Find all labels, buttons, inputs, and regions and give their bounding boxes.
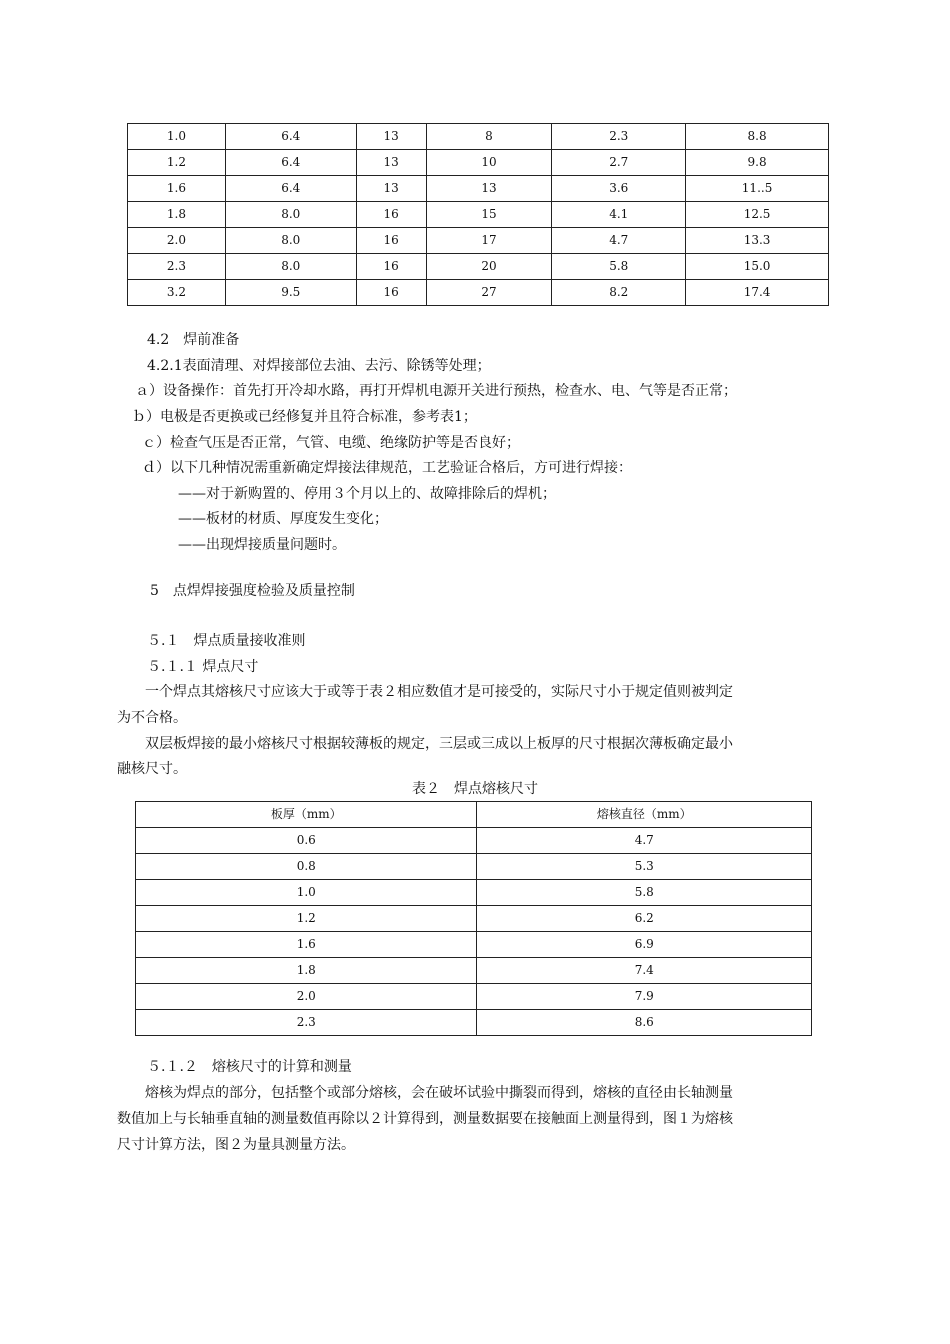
table-cell: 6.9 bbox=[477, 932, 812, 958]
table-cell: 1.2 bbox=[128, 150, 226, 176]
table-cell: 8.8 bbox=[686, 124, 829, 150]
table-cell: 16 bbox=[356, 202, 426, 228]
table-cell: 20 bbox=[426, 254, 552, 280]
table-cell: 4.7 bbox=[552, 228, 686, 254]
table-cell: 1.6 bbox=[136, 932, 477, 958]
list-item-b: ｂ）电极是否更换或已经修复并且符合标准，参考表1； bbox=[132, 409, 477, 425]
table-cell: 8 bbox=[426, 124, 552, 150]
table-cell: 6.4 bbox=[225, 124, 356, 150]
table-row bbox=[128, 202, 829, 228]
table-cell: 16 bbox=[356, 280, 426, 306]
table-cell: 27 bbox=[426, 280, 552, 306]
section-heading-5: 5 点焊焊接强度检验及质量控制 bbox=[150, 583, 355, 599]
table-cell: 5.8 bbox=[477, 880, 812, 906]
table-cell: 8.0 bbox=[225, 202, 356, 228]
section-heading-5-1: ５.１ 焊点质量接收准则 bbox=[147, 633, 306, 649]
electrode-spec-table bbox=[127, 123, 829, 306]
table-row bbox=[128, 124, 829, 150]
table-cell: 12.5 bbox=[686, 202, 829, 228]
table-cell: 7.4 bbox=[477, 958, 812, 984]
table-cell: 1.8 bbox=[128, 202, 226, 228]
table-cell: 1.6 bbox=[128, 176, 226, 202]
table-cell: 6.2 bbox=[477, 906, 812, 932]
table-row bbox=[136, 906, 812, 932]
table-cell: 1.2 bbox=[136, 906, 477, 932]
table-cell: 13.3 bbox=[686, 228, 829, 254]
dash-item-2: ——板材的材质、厚度发生变化； bbox=[178, 511, 388, 527]
table-header-row bbox=[136, 802, 812, 828]
list-item-d: ｄ）以下几种情况需重新确定焊接法律规范，工艺验证合格后，方可进行焊接： bbox=[142, 460, 632, 476]
table-row bbox=[128, 228, 829, 254]
table-row bbox=[136, 984, 812, 1010]
table-cell: 16 bbox=[356, 228, 426, 254]
table-cell: 15 bbox=[426, 202, 552, 228]
table-cell: 2.3 bbox=[128, 254, 226, 280]
table-cell: 1.0 bbox=[128, 124, 226, 150]
list-item-a: ａ）设备操作：首先打开冷却水路，再打开焊机电源开关进行预热，检查水、电、气等是否正常； bbox=[135, 383, 737, 399]
table-cell: 17.4 bbox=[686, 280, 829, 306]
table-cell: 13 bbox=[426, 176, 552, 202]
table-row bbox=[128, 254, 829, 280]
table-row bbox=[136, 828, 812, 854]
table-cell: 3.2 bbox=[128, 280, 226, 306]
table-cell: 4.7 bbox=[477, 828, 812, 854]
table-cell: 17 bbox=[426, 228, 552, 254]
paragraph-3-line-2: 数值加上与长轴垂直轴的测量数值再除以２计算得到，测量数据要在接触面上测量得到，图１为熔核 bbox=[117, 1111, 733, 1127]
table-cell: 2.3 bbox=[552, 124, 686, 150]
table-row bbox=[136, 1010, 812, 1036]
table-cell: 8.0 bbox=[225, 254, 356, 280]
table-cell: 3.6 bbox=[552, 176, 686, 202]
nugget-size-table bbox=[135, 801, 812, 1036]
table-cell: 13 bbox=[356, 150, 426, 176]
subsection-5-1-2: ５.１.２ 熔核尺寸的计算和测量 bbox=[147, 1059, 352, 1075]
table-cell: 7.9 bbox=[477, 984, 812, 1010]
dash-item-3: ——出现焊接质量问题时。 bbox=[178, 537, 346, 553]
column-header-nugget-diameter: 熔核直径（mm） bbox=[477, 802, 812, 828]
table-row bbox=[136, 958, 812, 984]
table-row bbox=[128, 176, 829, 202]
paragraph-1-line-1: 一个焊点其熔核尺寸应该大于或等于表２相应数值才是可接受的，实际尺寸小于规定值则被判定 bbox=[145, 684, 733, 700]
table-cell: 2.7 bbox=[552, 150, 686, 176]
table-cell: 2.3 bbox=[136, 1010, 477, 1036]
table-cell: 0.8 bbox=[136, 854, 477, 880]
table-cell: 6.4 bbox=[225, 150, 356, 176]
table-cell: 4.1 bbox=[552, 202, 686, 228]
table-cell: 8.6 bbox=[477, 1010, 812, 1036]
table-cell: 5.8 bbox=[552, 254, 686, 280]
paragraph-3-line-1: 熔核为焊点的部分，包括整个或部分熔核，会在破坏试验中撕裂而得到，熔核的直径由长轴测量 bbox=[145, 1085, 733, 1101]
table-cell: 2.0 bbox=[128, 228, 226, 254]
table-row bbox=[128, 280, 829, 306]
table-cell: 9.5 bbox=[225, 280, 356, 306]
table-cell: 9.8 bbox=[686, 150, 829, 176]
column-header-thickness: 板厚（mm） bbox=[136, 802, 477, 828]
subsection-5-1-1: ５.１.１ 焊点尺寸 bbox=[147, 659, 259, 675]
section-heading-4-2: 4.2 焊前准备 bbox=[147, 332, 240, 348]
table-cell: 5.3 bbox=[477, 854, 812, 880]
table-cell: 16 bbox=[356, 254, 426, 280]
table-2-caption: 表２ 焊点熔核尺寸 bbox=[412, 781, 538, 797]
paragraph-2-line-2: 融核尺寸。 bbox=[117, 761, 187, 777]
paragraph-1-line-2: 为不合格。 bbox=[117, 710, 187, 726]
table-row bbox=[136, 932, 812, 958]
paragraph-3-line-3: 尺寸计算方法，图２为量具测量方法。 bbox=[117, 1137, 355, 1153]
list-item-c: ｃ）检查气压是否正常，气管、电缆、绝缘防护等是否良好； bbox=[142, 435, 520, 451]
table-row bbox=[128, 150, 829, 176]
table-cell: 8.0 bbox=[225, 228, 356, 254]
table-cell: 0.6 bbox=[136, 828, 477, 854]
table-cell: 13 bbox=[356, 124, 426, 150]
table-cell: 1.0 bbox=[136, 880, 477, 906]
dash-item-1: ——对于新购置的、停用３个月以上的、故障排除后的焊机； bbox=[178, 486, 556, 502]
table-cell: 1.8 bbox=[136, 958, 477, 984]
table-cell: 10 bbox=[426, 150, 552, 176]
table-cell: 11..5 bbox=[686, 176, 829, 202]
paragraph-2-line-1: 双层板焊接的最小熔核尺寸根据较薄板的规定，三层或三成以上板厚的尺寸根据次薄板确定最小 bbox=[145, 736, 733, 752]
table-cell: 2.0 bbox=[136, 984, 477, 1010]
table-cell: 13 bbox=[356, 176, 426, 202]
subsection-4-2-1: 4.2.1表面清理、对焊接部位去油、去污、除锈等处理； bbox=[147, 358, 491, 374]
table-cell: 8.2 bbox=[552, 280, 686, 306]
table-cell: 6.4 bbox=[225, 176, 356, 202]
table-row bbox=[136, 854, 812, 880]
table-cell: 15.0 bbox=[686, 254, 829, 280]
table-row bbox=[136, 880, 812, 906]
